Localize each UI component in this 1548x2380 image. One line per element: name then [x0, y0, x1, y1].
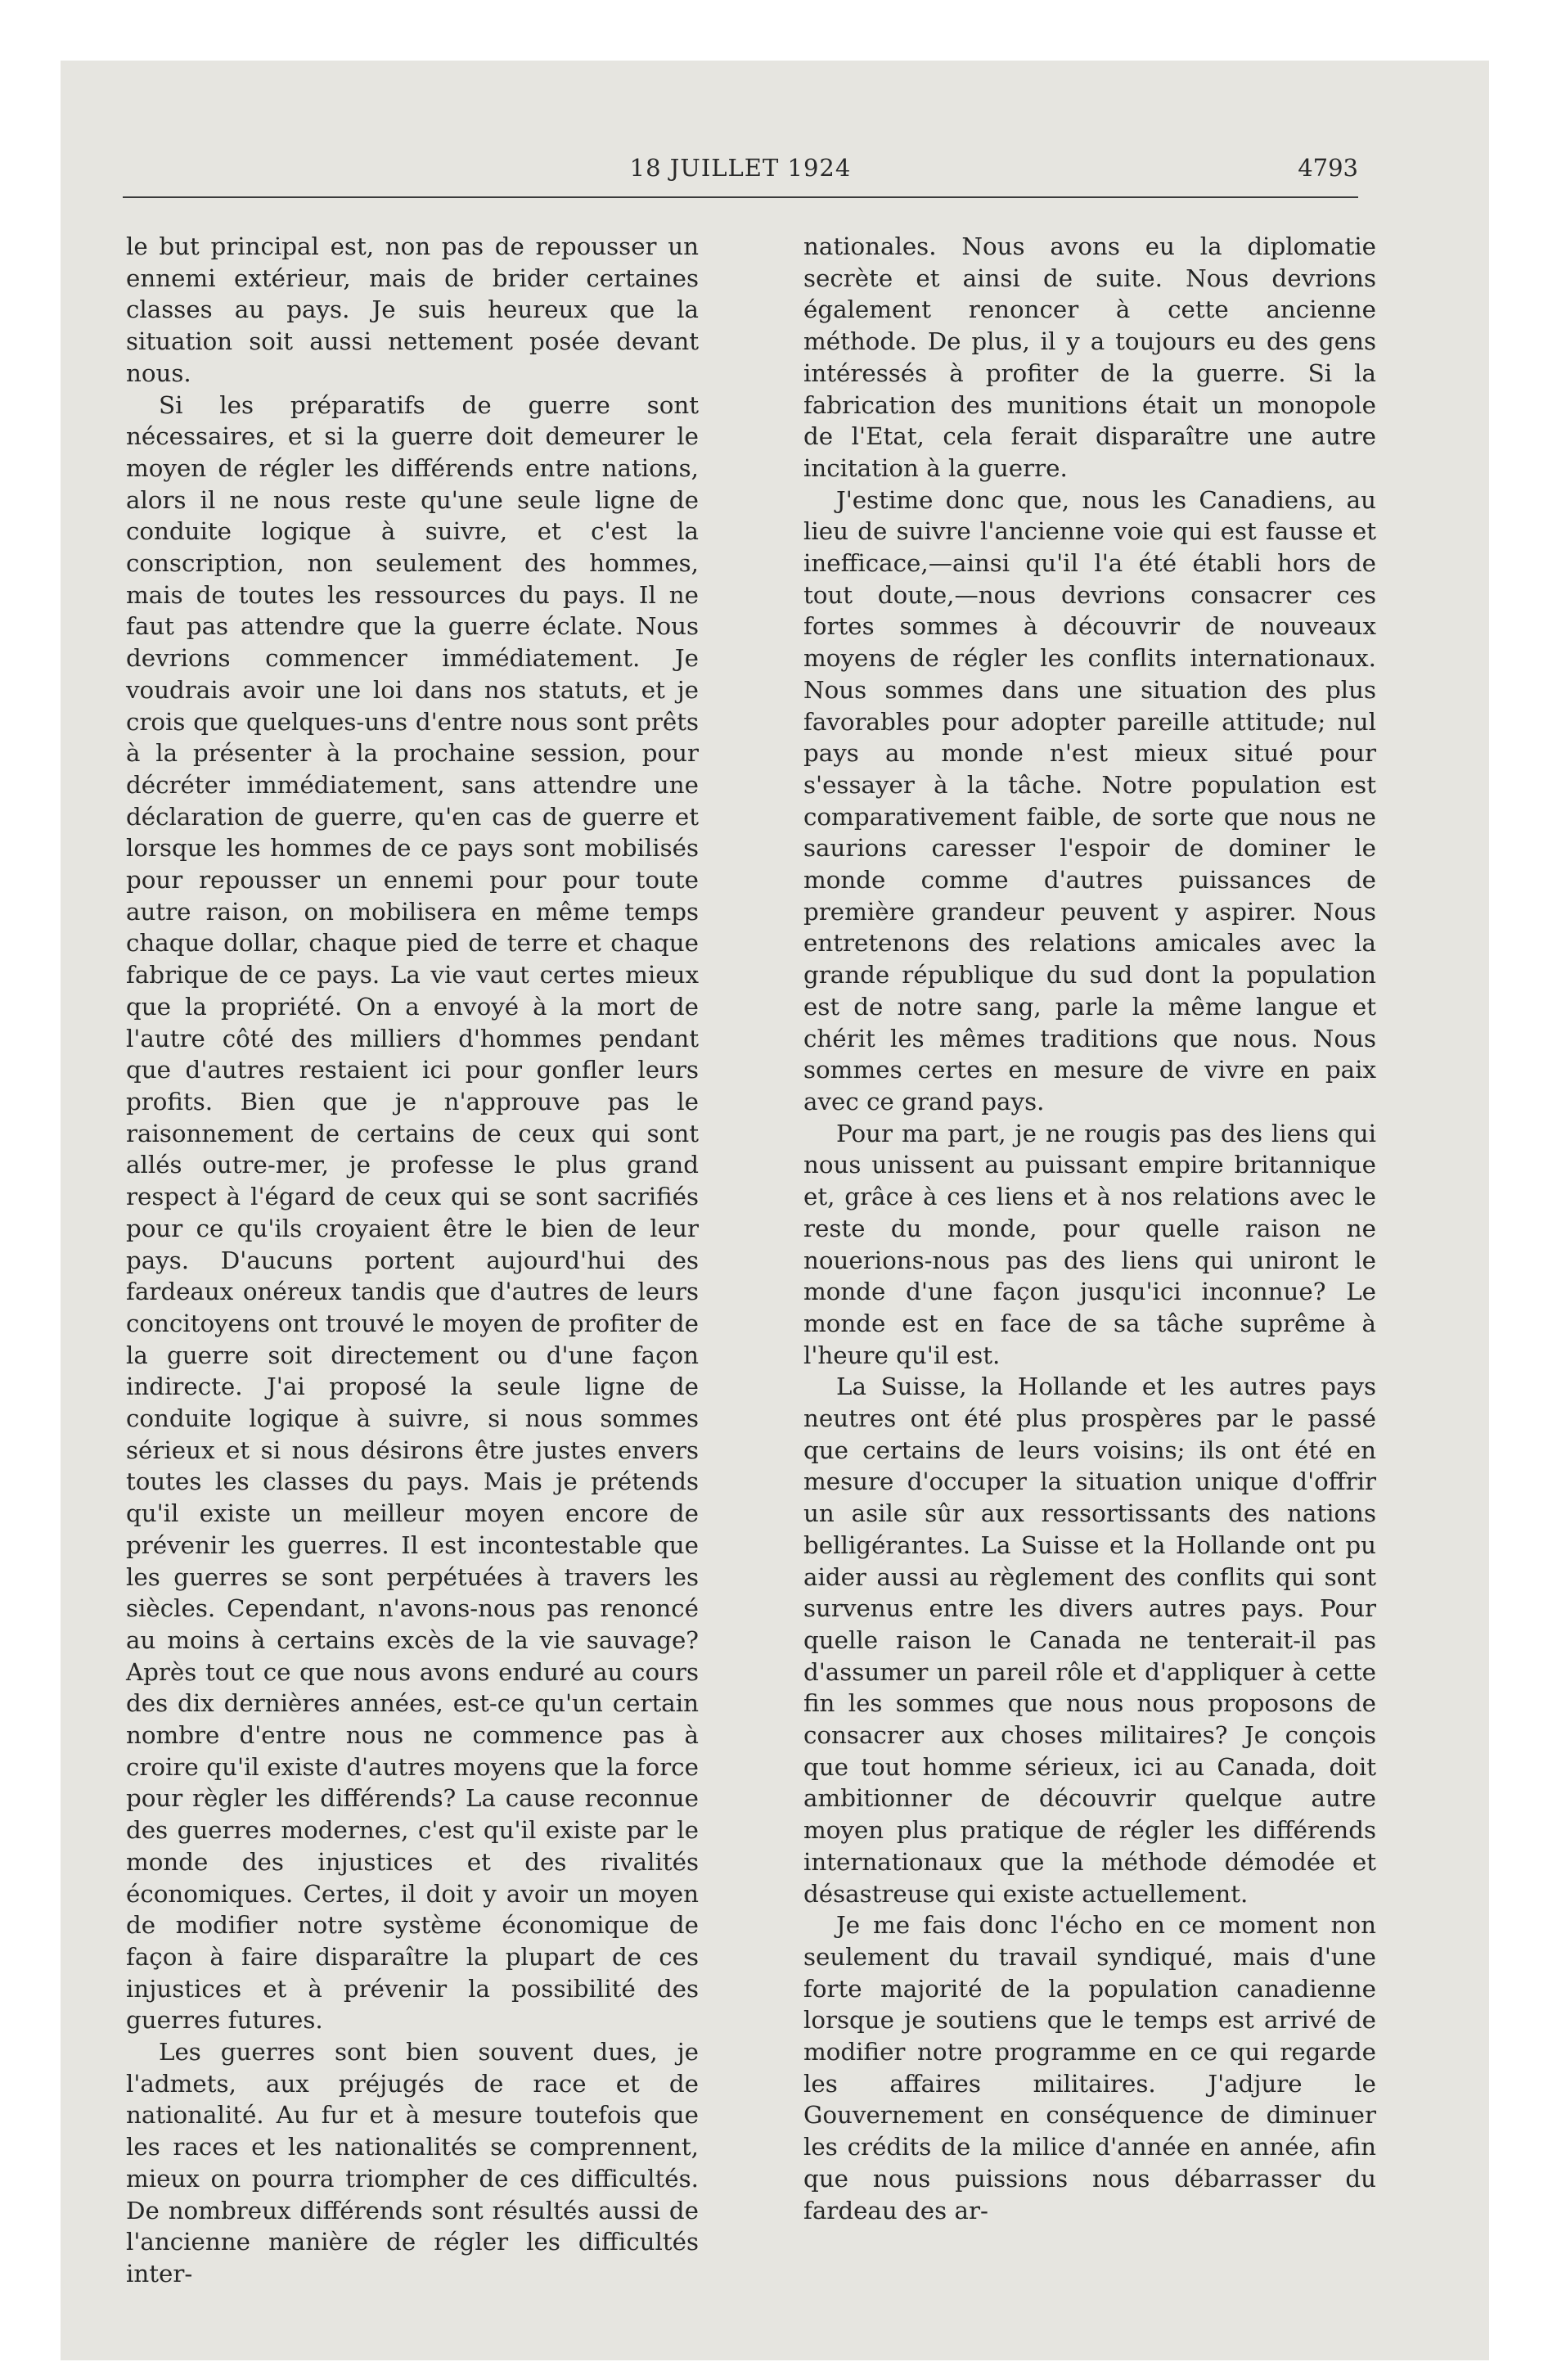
paragraph: J'estime donc que, nous les Canadiens, au lieu de suivre l'ancienne voie qui est fausse et inefficace,—ainsi qu'il l'a été établi hors de tout doute,—nous devrions consacrer ces fortes sommes à découvrir de nouveaux moyens de régler les conflits internationaux. Nous sommes dans une situation des plus favorables pour adopter pareille attitude; nul pays au monde n'est mieux situé pour s'essayer à la tâche. Notre population est comparativement faible, de sorte que nous ne saurions caresser l'espoir de dominer le monde comme d'autres puissances de première grandeur peuvent y aspirer. Nous entretenons des relations amicales avec la grande république du sud dont la population est de notre sang, parle la même langue et chérit les mêmes traditions que nous. Nous sommes certes en mesure de vivre en paix avec ce grand pays. — [803, 485, 1376, 1116]
header-date: 18 JUILLET 1924 — [629, 154, 852, 182]
page-header — [123, 154, 1358, 195]
header-rule — [123, 196, 1358, 198]
paragraph: Je me fais donc l'écho en ce moment non seulement du travail syndiqué, mais d'une forte majorité de la population canadienne lorsque je soutiens que le temps est arrivé de modifier notre programme en ce qui regarde les affaires militaires. J'adjure le Gouvernement en conséquence de diminuer les crédits de la milice d'année en année, afin que nous puissions nous débarrasser du fardeau des ar- — [803, 1911, 1376, 2224]
left-column — [126, 231, 699, 2290]
paragraph: nationales. Nous avons eu la diplomatie secrète et ainsi de suite. Nous devrions également renoncer à cette ancienne méthode. De plus, il y a toujours eu des gens intéressés à profiter de la guerre. Si la fabrication des munitions était un monopole de l'Etat, cela ferait disparaître une autre incitation à la guerre. — [803, 232, 1376, 482]
paragraph: Si les préparatifs de guerre sont nécessaires, et si la guerre doit demeurer le moyen de régler les différends entre nations, alors il ne nous reste qu'une seule ligne de conduite logique à suivre, et c'est la conscription, non seulement des hommes, mais de toutes les ressources du pays. Il ne faut pas attendre que la guerre éclate. Nous devrions commencer immédiatement. Je voudrais avoir une loi dans nos statuts, et je crois que quelques-uns d'entre nous sont prêts à la présenter à la prochaine session, pour décréter immédiatement, sans attendre une déclaration de guerre, qu'en cas de guerre et lorsque les hommes de ce pays sont mobilisés pour repousser un ennemi pour pour toute autre raison, on mobilisera en même temps chaque dollar, chaque pied de terre et chaque fabrique de ce pays. La vie vaut certes mieux que la propriété. On a envoyé à la mort de l'autre côté des milliers d'hommes pendant que d'autres restaient ici pour gonfler leurs profits. Bien que je n'approuve pas le raisonnement de certains de ceux qui sont allés outre-mer, je professe le plus grand respect à l'égard de ceux qui se sont sacrifiés pour ce qu'ils croyaient être le bien de leur pays. D'aucuns portent aujourd'hui des fardeaux onéreux tandis que d'autres de leurs concitoyens ont trouvé le moyen de profiter de la guerre soit directement ou d'une façon indirecte. J'ai proposé la seule ligne de conduite logique à suivre, si nous sommes sérieux et si nous désirons être justes envers toutes les classes du pays. Mais je prétends qu'il existe un meilleur moyen encore de prévenir les guerres. Il est incontestable que les guerres se sont perpétuées à travers les siècles. Cependant, n'avons-nous pas renoncé au moins à certains excès de la vie sauvage? Après tout ce que nous avons enduré au cours des dix dernières années, est-ce qu'un certain nombre d'entre nous ne commence pas à croire qu'il existe d'autres moyens que la force pour règler les différends? La cause reconnue des guerres modernes, c'est qu'il existe par le monde des injustices et des rivalités économiques. Certes, il doit y avoir un moyen de modifier notre système économique de façon à faire disparaître la plupart de ces injustices et à prévenir la possibilité des guerres futures. — [126, 390, 699, 2035]
paragraph: Les guerres sont bien souvent dues, je l'admets, aux préjugés de race et de nationalité. Au fur et à mesure toutefois que les races et les nationalités se comprennent, mieux on pourra triompher de ces difficultés. De nombreux différends sont résultés aussi de l'ancienne manière de régler les difficultés inter- — [126, 2038, 699, 2288]
page-number: 4793 — [1298, 154, 1358, 182]
paragraph: Pour ma part, je ne rougis pas des liens qui nous unissent au puissant empire britannique et, grâce à ces liens et à nos relations avec le reste du monde, pour quelle raison ne nouerions-nous pas des liens qui uniront le monde d'une façon jusqu'ici inconnue? Le monde est en face de sa tâche suprême à l'heure qu'il est. — [803, 1119, 1376, 1369]
right-column — [803, 231, 1376, 2226]
paragraph: La Suisse, la Hollande et les autres pays neutres ont été plus prospères par le passé que certains de leurs voisins; ils ont été en mesure d'occuper la situation unique d'offrir un asile sûr aux ressortissants des nations belligérantes. La Suisse et la Hollande ont pu aider aussi au règlement des conflits qui sont survenus entre les divers autres pays. Pour quelle raison le Canada ne tenterait-il pas d'assumer un pareil rôle et d'appliquer à cette fin les sommes que nous nous proposons de consacrer aux choses militaires? Je conçois que tout homme sérieux, ici au Canada, doit ambitionner de découvrir quelque autre moyen plus pratique de régler les différends internationaux que la méthode démodée et désastreuse qui existe actuellement. — [803, 1373, 1376, 1908]
paragraph: le but principal est, non pas de repousser un ennemi extérieur, mais de brider certaines classes au pays. Je suis heureux que la situation soit aussi nettement posée devant nous. — [126, 232, 699, 387]
